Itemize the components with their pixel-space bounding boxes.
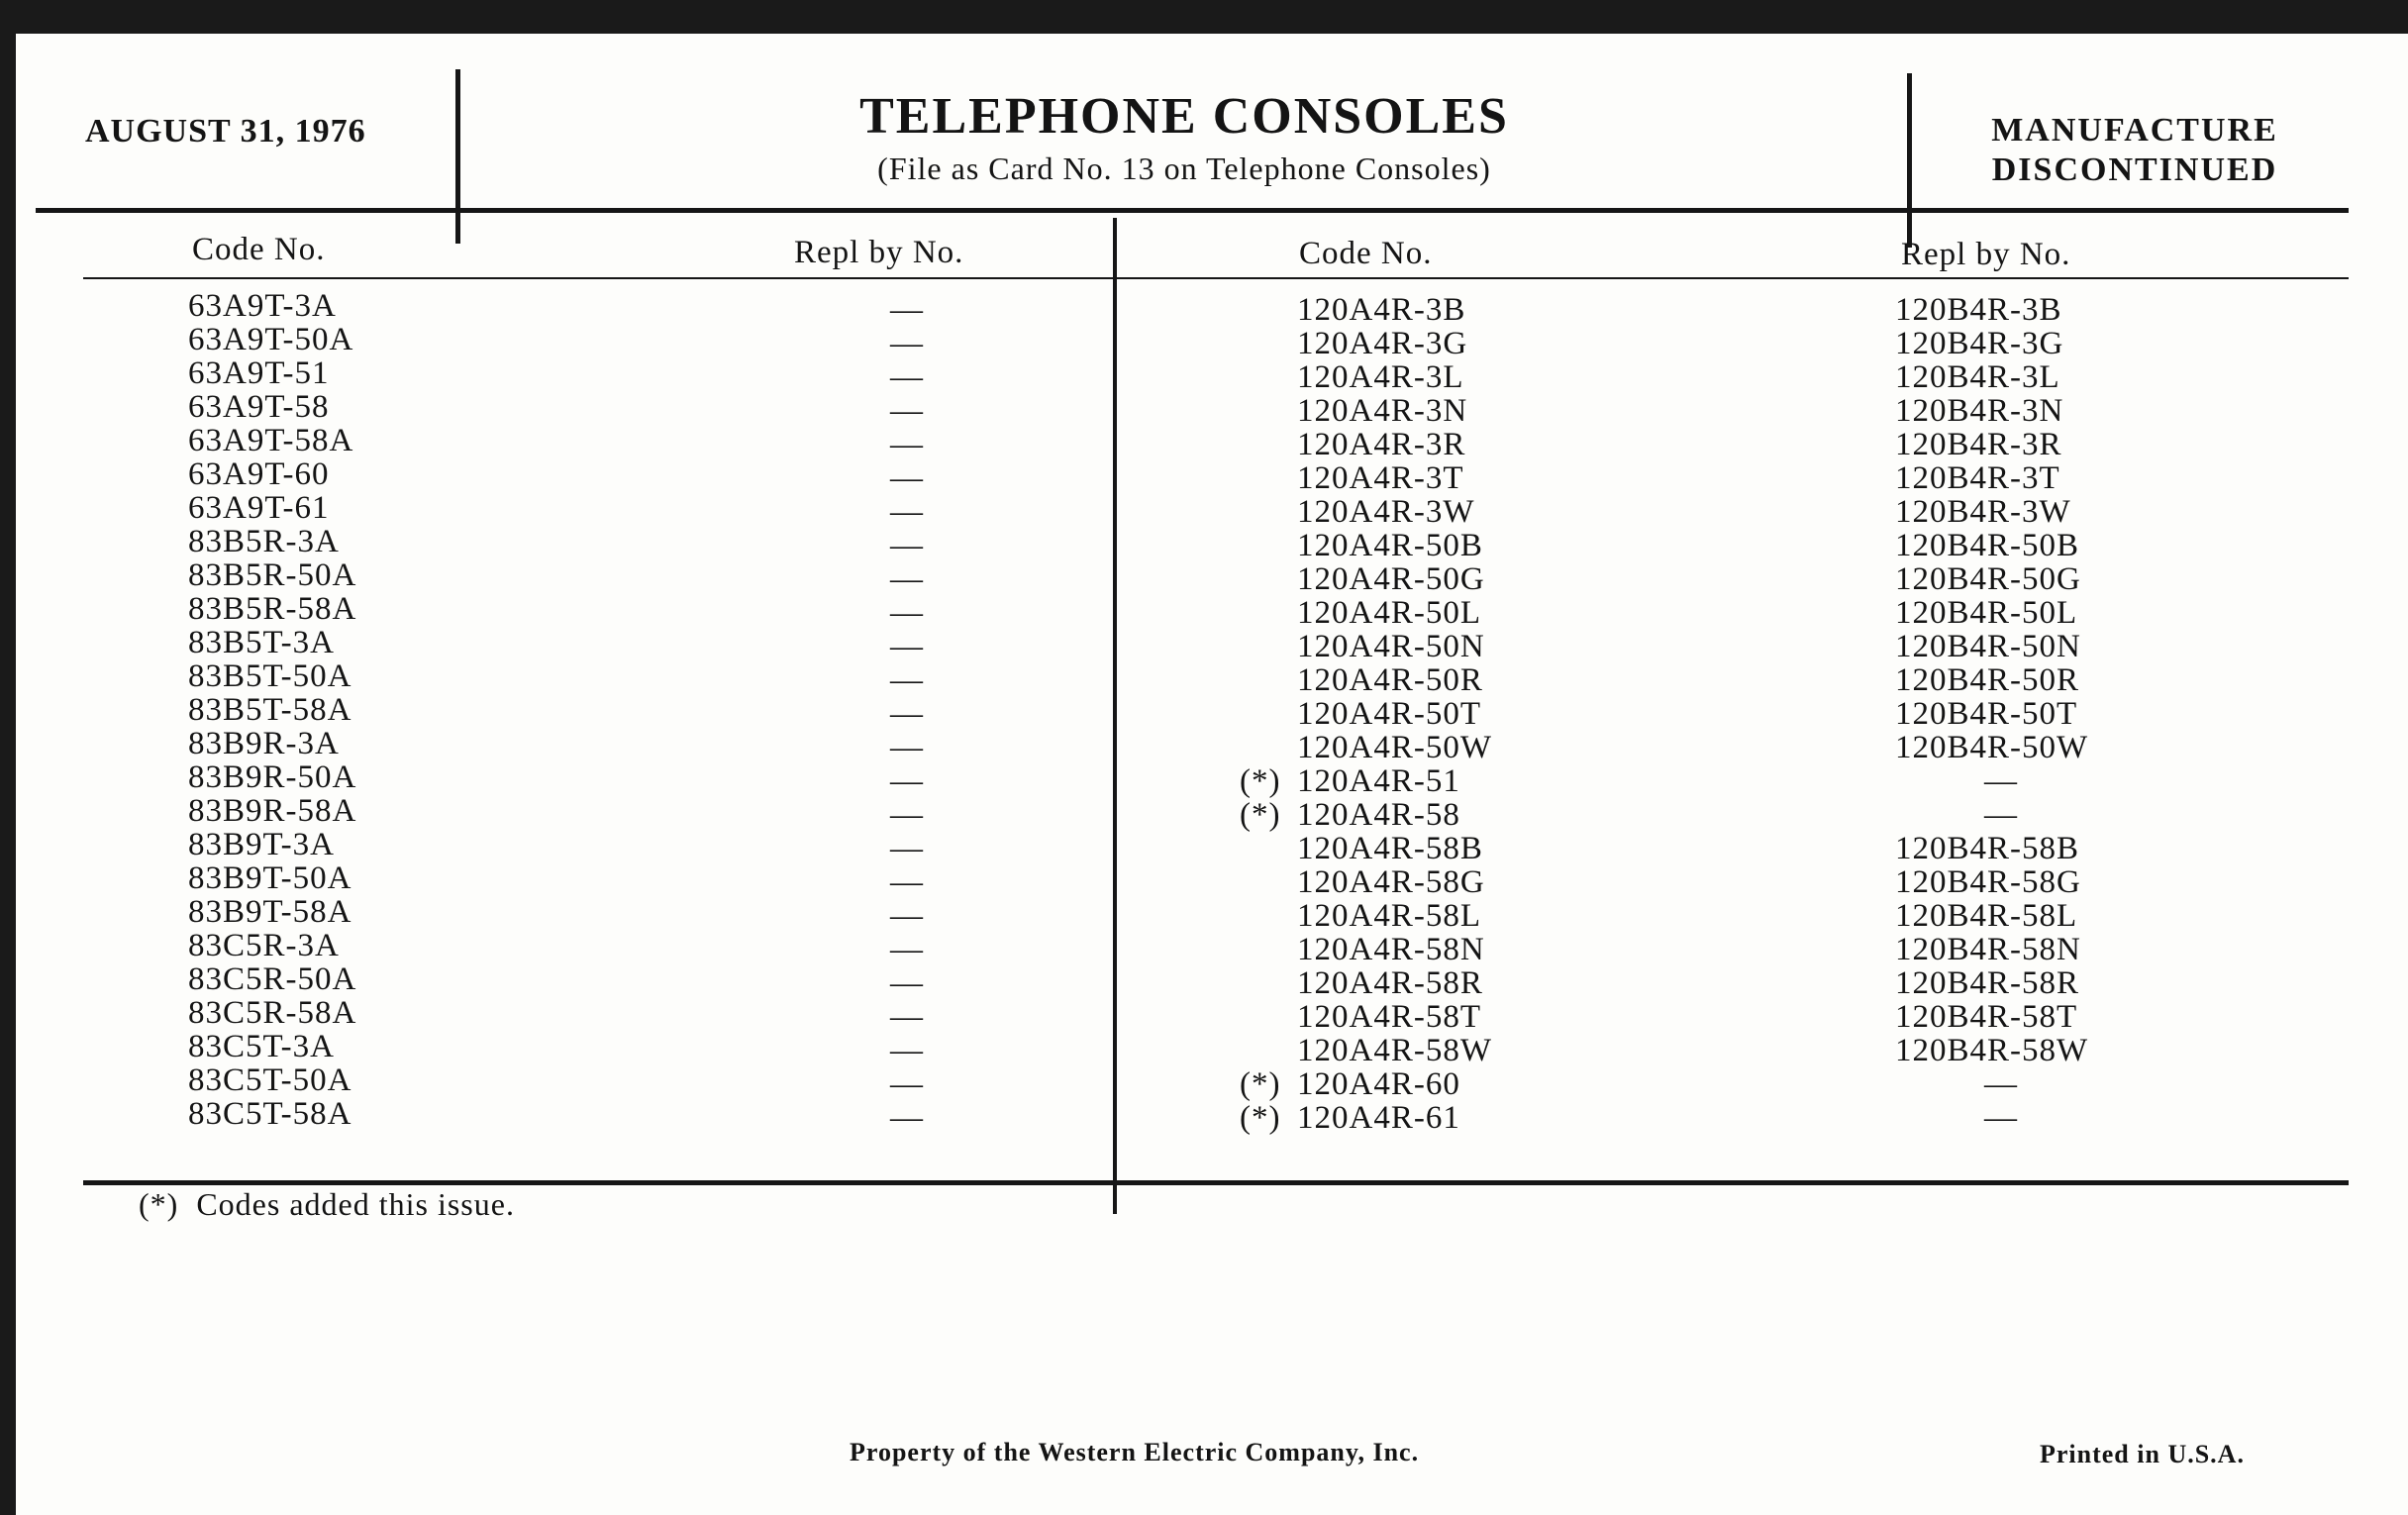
right-code-header: Code No. (1299, 236, 1433, 271)
left-repl-list (828, 293, 986, 1135)
right-code-cell: 120A4R-50W (1297, 730, 1492, 765)
right-code-cell: 120A4R-50G (1297, 561, 1485, 597)
added-marker: (*) (1240, 797, 1281, 833)
right-code-cell: 120A4R-3L (1297, 359, 1464, 395)
right-code-cell: 120A4R-58B (1297, 831, 1483, 866)
left-repl-cell: — (890, 763, 924, 799)
right-code-list (1297, 293, 1713, 1135)
right-repl-cell: 120B4R-58G (1895, 864, 2081, 900)
right-repl-cell: 120B4R-3L (1895, 359, 2060, 395)
left-repl-cell: — (890, 292, 924, 328)
left-code-cell: 63A9T-60 (188, 456, 330, 492)
left-repl-cell: — (890, 326, 924, 361)
page-title: TELEPHONE CONSOLES (859, 88, 1509, 145)
left-code-cell: 83B9R-3A (188, 726, 340, 761)
left-repl-cell: — (890, 1066, 924, 1102)
right-code-cell: 120A4R-50L (1297, 595, 1481, 631)
right-repl-cell: 120B4R-3B (1895, 292, 2062, 328)
right-code-cell: 120A4R-58N (1297, 932, 1485, 967)
left-code-cell: 83B9R-50A (188, 759, 357, 795)
right-code-cell: 120A4R-51 (1297, 763, 1460, 799)
right-code-cell: 120A4R-3W (1297, 494, 1475, 530)
left-repl-cell: — (890, 595, 924, 631)
right-repl-cell: 120B4R-50B (1895, 528, 2080, 563)
footer-property: Property of the Western Electric Company, Inc. (850, 1438, 1420, 1466)
added-marker: (*) (1240, 1066, 1281, 1102)
column-header-rule (83, 277, 2349, 279)
right-repl-cell: 120B4R-3R (1895, 427, 2062, 462)
left-repl-cell: — (890, 662, 924, 698)
page-subtitle: (File as Card No. 13 on Telephone Consoles) (877, 151, 1491, 186)
right-repl-cell: 120B4R-50R (1895, 662, 2080, 698)
left-code-cell: 63A9T-51 (188, 355, 330, 391)
left-code-cell: 83B5R-3A (188, 524, 340, 559)
left-repl-cell: — (890, 864, 924, 900)
right-repl-cell: 120B4R-3T (1895, 460, 2060, 496)
header-rule (36, 208, 2349, 213)
right-code-cell: 120A4R-50B (1297, 528, 1483, 563)
right-code-cell: 120A4R-58 (1297, 797, 1460, 833)
right-repl-list (1895, 293, 2222, 1135)
left-code-cell: 63A9T-58A (188, 423, 354, 458)
right-code-cell: 120A4R-3G (1297, 326, 1468, 361)
issue-date: AUGUST 31, 1976 (85, 113, 366, 150)
footer-printed: Printed in U.S.A. (2040, 1440, 2245, 1468)
right-repl-cell: 120B4R-50T (1895, 696, 2078, 732)
table-bottom-rule (83, 1180, 2349, 1185)
left-repl-cell: — (890, 932, 924, 967)
right-repl-cell: 120B4R-50G (1895, 561, 2081, 597)
left-repl-cell: — (890, 1100, 924, 1136)
left-code-list (188, 289, 604, 1131)
left-code-cell: 83C5T-3A (188, 1029, 335, 1064)
right-code-cell: 120A4R-3T (1297, 460, 1464, 496)
right-repl-cell: 120B4R-58L (1895, 898, 2078, 934)
left-repl-cell: — (890, 696, 924, 732)
right-code-cell: 120A4R-50T (1297, 696, 1481, 732)
left-code-cell: 83B5R-58A (188, 591, 357, 627)
right-repl-cell: — (1984, 797, 2018, 833)
right-code-cell: 120A4R-50R (1297, 662, 1483, 698)
left-code-cell: 83B5R-50A (188, 557, 357, 593)
left-code-cell: 63A9T-3A (188, 288, 337, 324)
left-code-cell: 83C5R-58A (188, 995, 357, 1031)
right-repl-cell: — (1984, 1066, 2018, 1102)
catalog-card (16, 34, 2408, 1515)
left-code-header: Code No. (192, 232, 326, 267)
left-repl-cell: — (890, 494, 924, 530)
right-repl-cell: 120B4R-50N (1895, 629, 2081, 664)
left-code-cell: 83C5R-3A (188, 928, 340, 963)
left-code-cell: 83B5T-58A (188, 692, 352, 728)
header-divider-right (1907, 73, 1912, 248)
right-repl-cell: 120B4R-58T (1895, 999, 2078, 1035)
right-code-cell: 120A4R-58R (1297, 965, 1483, 1001)
right-repl-cell: 120B4R-58N (1895, 932, 2081, 967)
right-repl-cell: 120B4R-58B (1895, 831, 2080, 866)
right-code-cell: 120A4R-3B (1297, 292, 1466, 328)
right-code-cell: 120A4R-58W (1297, 1033, 1492, 1068)
left-code-cell: 63A9T-50A (188, 322, 354, 357)
left-repl-cell: — (890, 898, 924, 934)
right-repl-cell: 120B4R-3N (1895, 393, 2064, 429)
right-repl-cell: — (1984, 1100, 2018, 1136)
left-repl-cell: — (890, 797, 924, 833)
added-marker: (*) (1240, 1100, 1281, 1136)
right-code-cell: 120A4R-58L (1297, 898, 1481, 934)
right-code-cell: 120A4R-58G (1297, 864, 1485, 900)
status-label (1937, 111, 2333, 190)
left-code-cell: 83B9R-58A (188, 793, 357, 829)
left-repl-cell: — (890, 427, 924, 462)
right-repl-cell: 120B4R-50L (1895, 595, 2078, 631)
right-repl-cell: 120B4R-58W (1895, 1033, 2089, 1068)
left-code-cell: 63A9T-61 (188, 490, 330, 526)
left-repl-cell: — (890, 528, 924, 563)
right-repl-cell: 120B4R-50W (1895, 730, 2089, 765)
right-repl-header: Repl by No. (1901, 237, 2071, 272)
right-code-cell: 120A4R-50N (1297, 629, 1485, 664)
left-repl-header: Repl by No. (794, 235, 964, 270)
left-code-cell: 63A9T-58 (188, 389, 330, 425)
left-repl-cell: — (890, 629, 924, 664)
right-code-cell: 120A4R-61 (1297, 1100, 1460, 1136)
added-marker: (*) (1240, 763, 1281, 799)
left-code-cell: 83B9T-58A (188, 894, 352, 930)
right-code-cell: 120A4R-60 (1297, 1066, 1460, 1102)
left-code-cell: 83C5R-50A (188, 961, 357, 997)
left-repl-cell: — (890, 359, 924, 395)
right-repl-cell: 120B4R-3W (1895, 494, 2071, 530)
left-code-cell: 83B5T-3A (188, 625, 335, 660)
left-repl-cell: — (890, 965, 924, 1001)
right-repl-cell: 120B4R-58R (1895, 965, 2080, 1001)
footnote: (*) Codes added this issue. (139, 1186, 515, 1222)
left-repl-cell: — (890, 393, 924, 429)
left-repl-cell: — (890, 460, 924, 496)
left-repl-cell: — (890, 1033, 924, 1068)
status-line-1: MANUFACTURE (1991, 112, 2278, 149)
left-code-cell: 83B5T-50A (188, 658, 352, 694)
left-repl-cell: — (890, 730, 924, 765)
column-divider (1113, 218, 1117, 1214)
right-repl-cell: — (1984, 763, 2018, 799)
status-line-2: DISCONTINUED (1991, 152, 2278, 188)
left-repl-cell: — (890, 999, 924, 1035)
right-repl-cell: 120B4R-3G (1895, 326, 2064, 361)
left-repl-cell: — (890, 831, 924, 866)
left-code-cell: 83C5T-58A (188, 1096, 352, 1132)
left-repl-cell: — (890, 561, 924, 597)
header-divider-left (455, 69, 460, 244)
right-code-cell: 120A4R-58T (1297, 999, 1481, 1035)
left-code-cell: 83B9T-50A (188, 860, 352, 896)
left-code-cell: 83B9T-3A (188, 827, 335, 862)
right-code-cell: 120A4R-3N (1297, 393, 1468, 429)
right-code-cell: 120A4R-3R (1297, 427, 1466, 462)
left-code-cell: 83C5T-50A (188, 1062, 352, 1098)
